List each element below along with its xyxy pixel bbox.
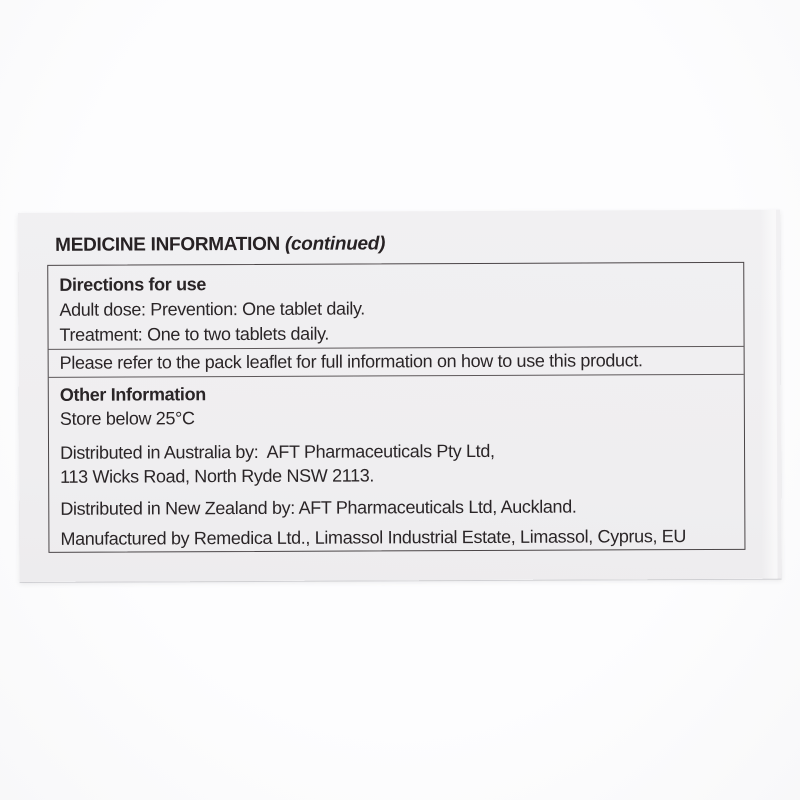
panel-title-main: MEDICINE INFORMATION xyxy=(55,233,280,256)
section-leaflet-note xyxy=(49,347,744,378)
medicine-info-box xyxy=(47,262,745,553)
panel-title-continued: (continued) xyxy=(284,233,386,255)
medicine-carton-panel xyxy=(18,210,782,582)
other-information-heading: Other Information xyxy=(59,384,206,405)
carton-fold-highlight xyxy=(760,210,778,579)
section-other-information xyxy=(49,375,745,551)
distributor-au-line1: Distributed in Australia by: AFT Pharmaceuticals Pty Ltd, xyxy=(60,440,495,463)
directions-adult-dose: Adult dose: Prevention: One tablet daily. xyxy=(59,298,365,320)
section-directions xyxy=(48,263,743,350)
distributor-au-line2: 113 Wicks Road, North Ryde NSW 2113. xyxy=(60,465,375,487)
directions-heading: Directions for use xyxy=(59,274,207,295)
leaflet-note-text: Please refer to the pack leaflet for full information on how to use this product. xyxy=(59,350,643,373)
directions-treatment: Treatment: One to two tablets daily. xyxy=(59,323,330,345)
panel-title xyxy=(55,233,385,256)
storage-instruction: Store below 25°C xyxy=(59,408,195,429)
manufacturer: Manufactured by Remedica Ltd., Limassol Industrial Estate, Limassol, Cyprus, EU xyxy=(60,526,687,549)
distributor-nz: Distributed in New Zealand by: AFT Pharmaceuticals Ltd, Auckland. xyxy=(60,496,577,519)
